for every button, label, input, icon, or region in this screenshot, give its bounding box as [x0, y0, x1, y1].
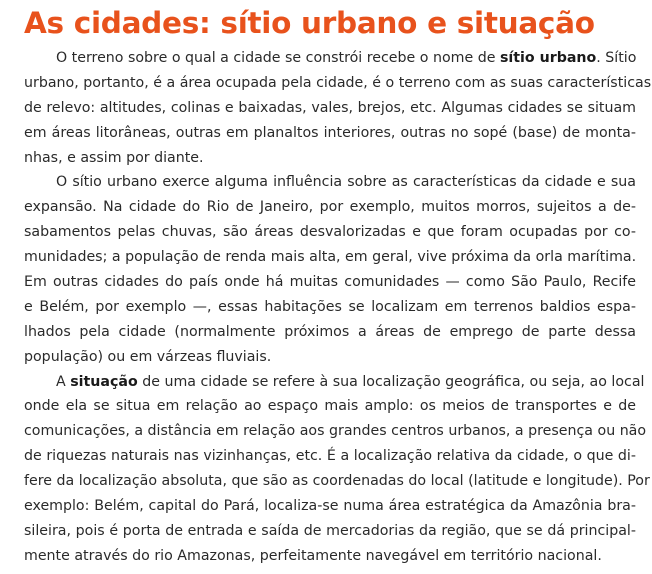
body-text	[24, 46, 652, 569]
text-line: fere da localização absoluta, que são as coordenadas do local (latitude e longitude). Por	[24, 473, 650, 490]
text-line: de relevo: altitudes, colinas e baixadas, vales, brejos, etc. Algumas cidades se situam	[24, 99, 636, 116]
text-line: Em outras cidades do país onde há muitas comunidades — como São Paulo, Recife	[24, 274, 636, 291]
text-line: onde ela se situa em relação ao espaço mais amplo: os meios de transportes e de	[24, 398, 636, 415]
paragraph-1	[24, 46, 652, 170]
text-line: exemplo: Belém, capital do Pará, localiza-se numa área estratégica da Amazônia bra-	[24, 498, 636, 515]
line-text-before: O terreno sobre o qual a cidade se constrói recebe o nome de	[56, 50, 500, 66]
paragraph-3	[24, 370, 650, 569]
text-line: em áreas litorâneas, outras em planaltos interiores, outras no sopé (base) de monta-	[24, 124, 636, 141]
text-line: sabamentos pelas chuvas, são áreas desvalorizadas e que foram ocupadas por co-	[24, 224, 636, 241]
paragraph-2	[24, 170, 636, 369]
line-text-after: . Sítio	[596, 50, 637, 66]
text-line: nhas, e assim por diante.	[24, 149, 204, 166]
text-line: urbano, portanto, é a área ocupada pela cidade, é o terreno com as suas características	[24, 74, 652, 91]
text-line: lhados pela cidade (normalmente próximos a áreas de emprego de parte dessa	[24, 323, 636, 340]
text-line: e Belém, por exemplo —, essas habitações se localizam em terrenos baldios espa-	[24, 298, 636, 315]
text-line	[24, 370, 645, 395]
text-line: O sítio urbano exerce alguma influência sobre as características da cidade e sua	[56, 174, 636, 191]
text-line: munidades; a população de renda mais alta, em geral, vive próxima da orla marítima.	[24, 249, 637, 266]
bold-term: situação	[70, 373, 138, 390]
text-line: comunicações, a distância em relação aos grandes centros urbanos, a presença ou não	[24, 423, 647, 440]
line-text-after: de uma cidade se refere à sua localização geográfica, ou seja, ao local	[137, 373, 645, 390]
line-text-before: A	[56, 373, 71, 390]
text-line: sileira, pois é porta de entrada e saída de mercadorias da região, que se dá principal-	[24, 522, 636, 539]
text-line: população) ou em várzeas fluviais.	[24, 348, 272, 365]
text-line: de riquezas naturais nas vizinhanças, etc. É a localização relativa da cidade, o que di-	[24, 448, 636, 465]
text-line: expansão. Na cidade do Rio de Janeiro, por exemplo, muitos morros, sujeitos a de-	[24, 199, 636, 216]
bold-term: sítio urbano	[499, 50, 597, 66]
page-title: As cidades: sítio urbano e situação	[24, 6, 595, 40]
text-line	[24, 46, 636, 71]
text-line: mente através do rio Amazonas, perfeitamente navegável em território nacional.	[24, 547, 602, 564]
